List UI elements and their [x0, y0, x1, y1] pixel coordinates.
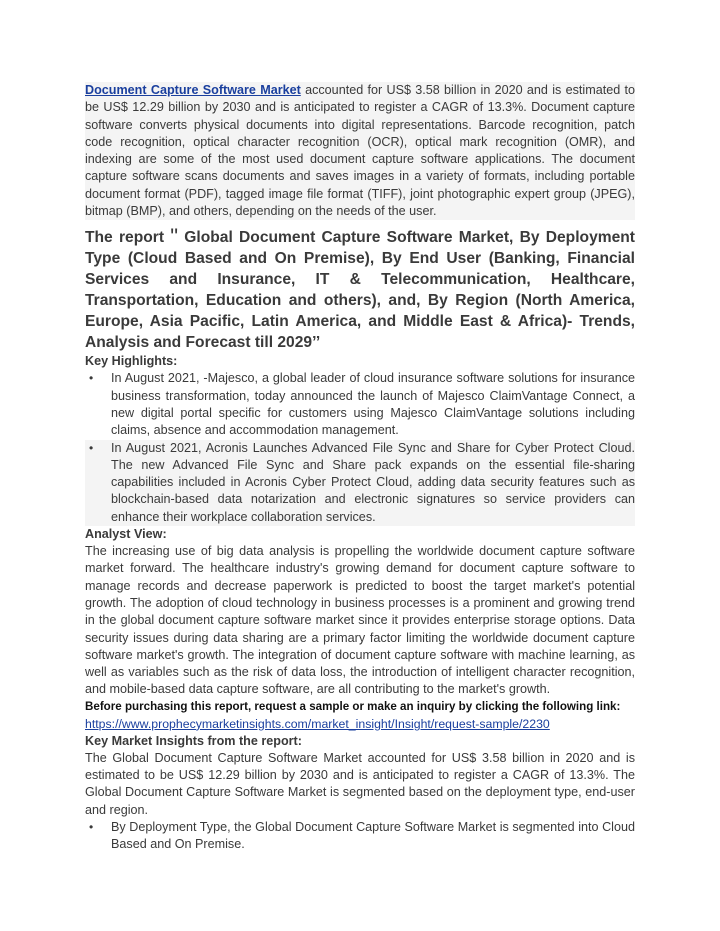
report-title	[85, 226, 635, 353]
report-title-text: Global Document Capture Software Market, By Deployment Type (Cloud Based and On Premise), By End User (Banking, Financial Services and Insurance, IT & Telecommunication, Healthcare, Transportation, Education and others), and, By Region (North America, Europe, Asia Pacific, Latin America, and Middle East & Africa)- Trends, Analysis and Forecast till 2029’’	[85, 229, 635, 352]
analyst-view-heading: Analyst View:	[85, 527, 167, 542]
intro-text: accounted for US$ 3.58 billion in 2020 and is estimated to be US$ 12.29 billion by 2030 and is anticipated to register a CAGR of 13.3%. Document capture software converts physical documents into digital representations. Barcode recognition, patch code recognition, optical character recognition (OCR), optical mark recognition (OMR), and indexing are some of the most used document capture software applications. The document capture software scans documents and saves images in a variety of formats, including portable document format (PDF), tagged image file format (TIFF), joint photographic expert group (JPEG), bitmap (BMP), and others, depending on the needs of the user.	[85, 83, 635, 219]
market-report-link[interactable]: Document Capture Software Market	[85, 83, 301, 97]
list-item	[85, 370, 635, 439]
request-sample-link[interactable]: https://www.prophecymarketinsights.com/market_insight/Insight/request-sample/2230	[85, 716, 550, 731]
report-title-quote: "	[170, 224, 179, 250]
intro-paragraph	[85, 82, 635, 220]
bullet-icon: •	[89, 371, 94, 386]
sample-request-text: Before purchasing this report, request a sample or make an inquiry by clicking the following link:	[85, 699, 621, 713]
report-title-prefix: The report	[85, 229, 171, 247]
bullet-icon: •	[89, 440, 94, 455]
key-insights-list	[85, 819, 635, 854]
bullet-icon: •	[89, 819, 94, 834]
key-highlights-heading: Key Highlights:	[85, 354, 178, 369]
highlight-text: In August 2021, -Majesco, a global leader of cloud insurance software solutions for insurance business transformation, today announced the launch of Majesco ClaimVantage Connect, a new digital portal specific for customers using Majesco ClaimVantage solutions including claims, absence and accommodation management.	[111, 371, 635, 438]
list-item	[85, 440, 635, 526]
key-insights-paragraph: The Global Document Capture Software Market accounted for US$ 3.58 billion in 2020 and is estimated to be US$ 12.29 billion by 2030 and is anticipated to register a CAGR of 13.3%. The Global Document Capture Software Market is segmented based on the deployment type, end-user and region.	[85, 750, 635, 817]
highlight-text: In August 2021, Acronis Launches Advanced File Sync and Share for Cyber Protect Cloud. The new Advanced File Sync and Share pack expands on the essential file-sharing capabilities included in Acronis Cyber Protect Cloud, adding data security features such as blockchain-based data notarization and electronic signatures so service providers can enhance their workplace collaboration services.	[111, 440, 635, 524]
key-insights-heading: Key Market Insights from the report:	[85, 733, 302, 748]
document-page	[85, 82, 635, 854]
insight-text: By Deployment Type, the Global Document Capture Software Market is segmented into Cloud Based and On Premise.	[111, 819, 635, 852]
analyst-view-paragraph: The increasing use of big data analysis is propelling the worldwide document capture software market forward. The healthcare industry's growing demand for document capture software to manage records and decrease paperwork is predicted to boost the target market's potential growth. The adoption of cloud technology in business processes is a prominent and growing trend in the global document capture software market since it provides enterprise storage options. Data security issues during data sharing are a primary factor limiting the worldwide document capture software market's growth. The integration of document capture software with machine learning, as well as variables such as the risk of data loss, the introduction of intelligent character recognition, and mobile-based data capture software, are all contributing to the market's growth.	[85, 544, 635, 697]
list-item	[85, 819, 635, 854]
key-highlights-list	[85, 370, 635, 526]
